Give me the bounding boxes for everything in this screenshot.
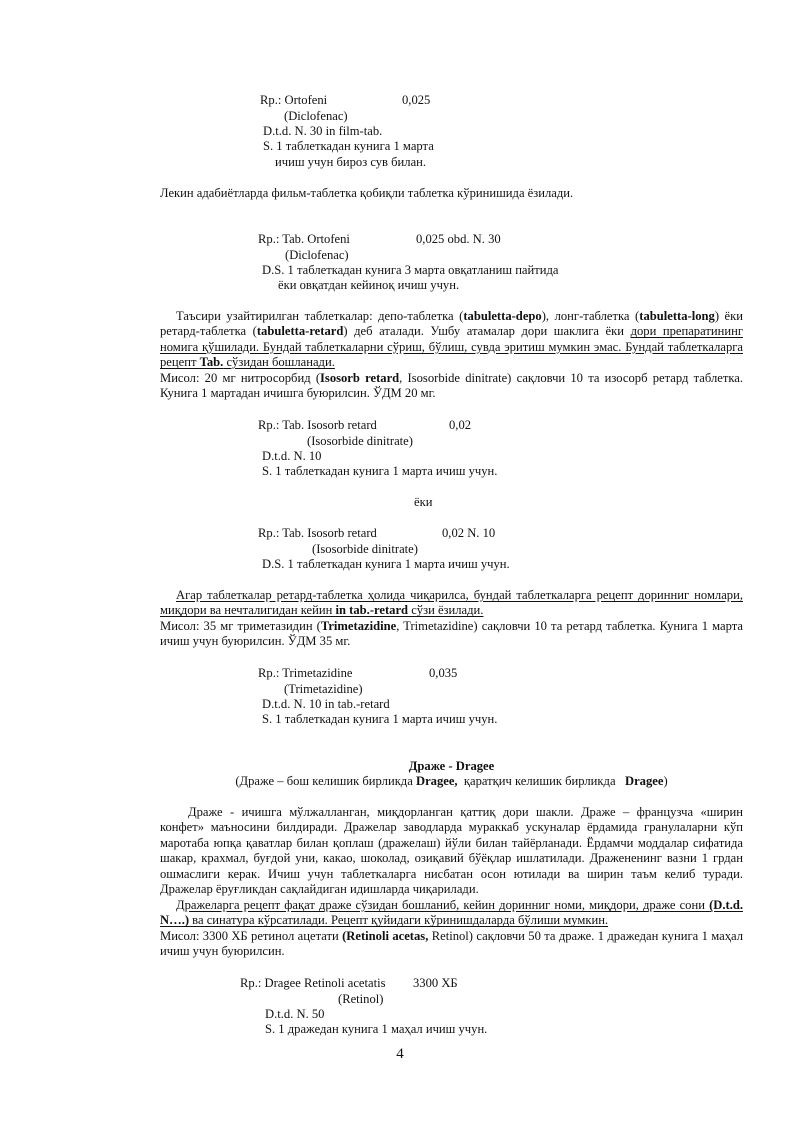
rx-line: (Diclofenac): [284, 109, 348, 123]
term: (Retinoli acetas,: [342, 929, 429, 943]
rx-line: S. 1 дражедан кунига 1 маҳал ичиш учун.: [265, 1022, 488, 1036]
rx-line: Rp.: Ortofeni: [260, 93, 328, 107]
term: Tab.: [199, 355, 224, 370]
paragraph: Лекин адабиётларда фильм-таблетка қобиқли таблетка кўринишида ёзилади.: [160, 186, 574, 200]
rx-line: S. 1 таблеткадан кунига 1 марта ичиш учун.: [262, 712, 498, 726]
text: ) ёки ретард-таблетка (: [160, 309, 743, 339]
rx-line: ёки овқатдан кейиноқ ичиш учун.: [278, 278, 460, 292]
text: қаратқич келишик бирликда: [457, 774, 625, 788]
text: Мисол: 35 мг триметазидин (: [160, 619, 321, 633]
text: , Isosorbide dinitrate) сақловчи 10 та изосорб ретард таблетка. Кунига 1 мартадан ичишга буюрилсин. ЎДМ 20 мг.: [160, 371, 743, 401]
rx-line: D.t.d. N. 30 in film-tab.: [263, 124, 383, 138]
rx-dose: 0,035: [429, 666, 458, 680]
section-heading: Драже - Dragee: [408, 759, 495, 773]
text: Таъсири узайтирилган таблеткалар: депо-таблетка (: [176, 309, 464, 323]
rx-dose: 0,025 obd. N. 30: [416, 232, 501, 246]
underlined-text: Дражеларга рецепт фақат драже сўзидан бошланиб, кейин доринниг номи, миқдори, драже сони: [176, 898, 710, 912]
paragraph-example-isosorb: [160, 371, 743, 402]
paragraph-retard-tablets: [160, 309, 743, 371]
underlined-text: сўзи ёзилади.: [408, 603, 484, 618]
rx-line: Rp.: Tab. Ortofeni: [258, 232, 350, 246]
rx-line: D.t.d. N. 10: [262, 449, 322, 463]
term: tabuletta-retard: [256, 324, 344, 339]
text: Мисол: 3300 ХБ ретинол ацетати: [160, 929, 343, 943]
term: Dragee: [624, 774, 664, 788]
paragraph-example-retinol: [160, 929, 743, 960]
rx-line: (Diclofenac): [285, 248, 349, 262]
term: tabuletta-depo: [463, 309, 542, 323]
text: ): [663, 774, 668, 788]
rx-dose: 3300 ХБ: [413, 976, 458, 990]
paragraph-retard-rule: [160, 588, 743, 619]
text: ), лонг-таблетка (: [541, 309, 640, 323]
term: Isosorb retard: [320, 371, 400, 385]
paragraph-dragee-description: Драже - ичишга мўлжалланган, миқдорланган қаттиқ дори шакли. Драже – французча «ширин конфет» маъносини билдиради. Дражелар заводларда мураккаб ускуналар ёрдамида гранулаларни кўп маротаба юпқа қаватлар билан қоплаш (дражелаш) йўли билан тайёрланади. Ёрдамчи моддалар сифатида шакар, крахмал, буғдой уни, какао, шоколад, озиқавий бўёқлар ишлатилади. Дражененинг вазни 1 грдан ошмаслиги керак. Ичиш учун таблеткаларга нисбатан осон ютилади ва ширин таъм келиб туради. Дражелар ёруғликдан сақлайдиган идишларда чиқарилади.: [160, 805, 743, 897]
rx-dose: 0,025: [402, 93, 431, 107]
rx-line: (Isosorbide dinitrate): [312, 542, 418, 556]
underlined-text: сўзидан бошланади.: [223, 355, 335, 370]
paragraph-example-trimetazidine: [160, 619, 743, 650]
rx-line: S. 1 таблеткадан кунига 1 марта ичиш учун.: [262, 464, 498, 478]
text: Retinol) сақловчи 50 та драже. 1 дражедан кунига 1 маҳал ичиш учун буюрилсин.: [160, 929, 743, 959]
underlined-text: дори препаратининг номига қўшилади. Бундай таблеткаларни сўриш, бўлиш, сувда эритиш мумкин эмас. Бундай таблеткаларга рецепт: [160, 324, 743, 370]
rx-line: D.S. 1 таблеткадан кунига 1 марта ичиш учун.: [262, 557, 510, 571]
page-number: 4: [396, 1046, 404, 1062]
or-separator: ёки: [414, 495, 433, 509]
text: , Trimetazidine) сақловчи 10 та ретард таблетка. Кунига 1 марта ичиш учун буюрилсин. ЎДМ 35 мг.: [160, 619, 743, 649]
rx-line: Rp.: Dragee Retinoli acetatis: [240, 976, 386, 990]
rx-line: S. 1 таблеткадан кунига 1 марта: [263, 139, 434, 153]
term: in tab.-retard: [335, 603, 409, 618]
rx-dose: 0,02: [449, 418, 472, 432]
underlined-text: ва синатура кўрсатилади. Рецепт қуйидаги кўринишдаларда бўлиши мумкин.: [189, 913, 609, 928]
rx-line: Rp.: Tab. Isosorb retard: [258, 418, 377, 432]
rx-line: Rp.: Tab. Isosorb retard: [258, 526, 377, 540]
rx-line: D.S. 1 таблеткадан кунига 3 марта овқатланиш пайтида: [262, 263, 559, 277]
term: Trimetazidine: [320, 619, 397, 633]
text: Мисол: 20 мг нитросорбид (: [160, 371, 321, 385]
rx-line: (Isosorbide dinitrate): [307, 434, 413, 448]
rx-line: D.t.d. N. 50: [265, 1007, 325, 1021]
underlined-text: Агар таблеткалар ретард-таблетка ҳолида чиқарилса, бундай таблеткаларга рецепт доринниг номлари, миқдори ва нечталигидан кейин: [160, 588, 743, 618]
rx-line: Rp.: Trimetazidine: [258, 666, 353, 680]
section-subheading: [160, 774, 743, 789]
rx-line: (Trimetazidine): [284, 682, 363, 696]
term: tabuletta-long: [639, 309, 715, 323]
term: (D.t.d. N….): [160, 898, 743, 928]
rx-line: (Retinol): [338, 992, 384, 1006]
text: ) деб аталади. Ушбу атамалар дори шаклига ёки: [343, 324, 631, 339]
rx-dose: 0,02 N. 10: [442, 526, 496, 540]
term: Dragee,: [415, 774, 458, 788]
rx-line: D.t.d. N. 10 in tab.-retard: [262, 697, 390, 711]
paragraph-dragee-rule: [160, 898, 743, 929]
text: (Драже – бош келишик бирликда: [235, 774, 416, 788]
rx-line: ичиш учун бироз сув билан.: [275, 155, 427, 169]
